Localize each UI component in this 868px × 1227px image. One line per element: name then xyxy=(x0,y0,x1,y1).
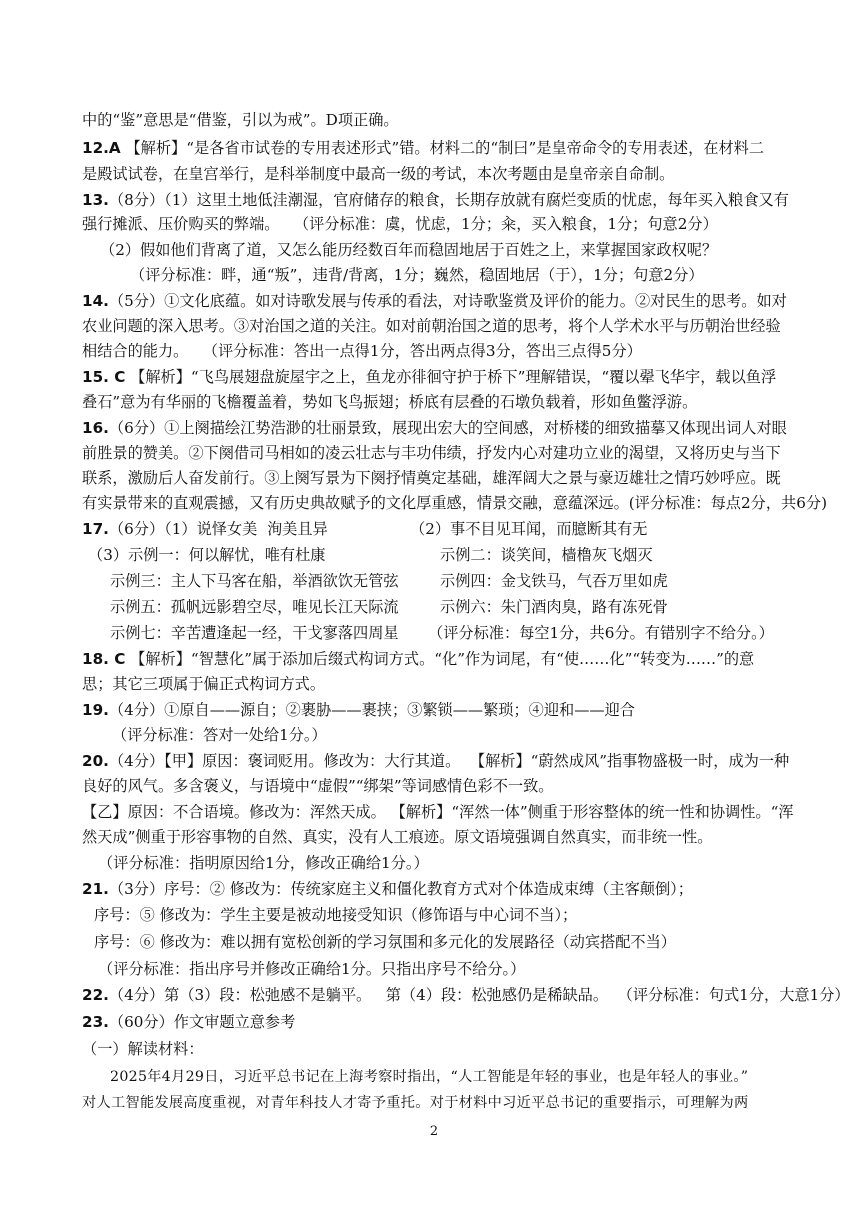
text-line xyxy=(82,418,787,438)
text-line xyxy=(82,291,787,311)
text-segment: 示例三：主人下马客在船，举酒欲饮无管弦 xyxy=(110,572,399,590)
text-segment: 联系，激励后人奋发前行。③上阕写景为下阕抒情奠定基础，雄浑阔大之景与豪迈雄壮之情巧妙呼应。既 xyxy=(82,469,781,487)
text-line xyxy=(88,545,325,565)
text-line xyxy=(82,493,827,513)
text-line xyxy=(98,959,525,979)
question-number: 16. xyxy=(82,419,109,437)
text-segment: 2025年4月29日，习近平总书记在上海考察时指出，“人工智能是年轻的事业，也是年轻人的事业。” xyxy=(110,1069,749,1085)
text-line xyxy=(110,623,399,643)
question-number: 22. xyxy=(82,986,109,1004)
text-segment: （6分）①上阕描绘江势浩渺的壮丽景致，展现出宏大的空间感，对桥楼的细致描摹又体现出词人对眼 xyxy=(108,419,787,437)
question-number: 19. xyxy=(82,701,109,719)
text-line xyxy=(440,545,653,565)
text-line xyxy=(82,674,325,694)
question-number: 14. xyxy=(82,292,109,310)
text-segment: （评分标准：每空1分，共6分。有错别字不给分。） xyxy=(428,624,774,642)
question-number: 23. xyxy=(82,1013,109,1031)
text-segment: （2）事不目见耳闻，而臆断其有无 xyxy=(410,520,648,538)
text-segment: 序号：⑥ 修改为：难以拥有宽松创新的学习氛围和多元化的发展路径（动宾搭配不当） xyxy=(94,933,676,951)
text-segment: 叠石”意为有华丽的飞檐覆盖着，势如飞鸟振翅；桥底有层叠的石墩负载着，形如鱼鳖浮游。 xyxy=(82,393,698,411)
question-number: 13. xyxy=(82,191,109,209)
text-segment: （5分）①文化底蕴。如对诗歌发展与传承的看法，对诗歌鉴赏及评价的能力。②对民生的思考。如对 xyxy=(108,292,787,310)
text-line xyxy=(82,392,697,412)
text-line xyxy=(82,214,718,234)
text-line xyxy=(100,240,717,260)
text-line xyxy=(82,468,781,488)
text-segment: （3）示例一：何以解忧，唯有杜康 xyxy=(88,546,326,564)
text-line xyxy=(82,827,712,847)
text-line xyxy=(82,443,781,463)
text-line xyxy=(94,932,676,952)
text-line xyxy=(82,700,635,720)
text-segment: 示例七：辛苦遭逢起一经，干戈寥落四周星 xyxy=(110,624,399,642)
text-line xyxy=(410,519,647,539)
text-line xyxy=(440,571,668,591)
text-line xyxy=(98,853,429,873)
text-line xyxy=(82,649,754,669)
question-number: 12.A xyxy=(82,139,121,157)
text-line xyxy=(112,725,327,745)
text-segment: 农业问题的深入思考。③对治国之道的关注。如对前朝治国之道的思考，将个人学术水平与历朝治世经验 xyxy=(82,317,781,335)
text-line xyxy=(110,571,399,591)
text-line xyxy=(82,519,328,539)
text-segment: 思；其它三项属于偏正式构词方式。 xyxy=(82,675,325,693)
question-number: 17. xyxy=(82,520,109,538)
text-line xyxy=(82,879,693,899)
text-segment: 序号：⑤ 修改为：学生主要是被动地接受知识（修饰语与中心词不当）； xyxy=(94,906,578,924)
text-segment: 【乙】原因：不合语境。修改为：浑然天成。 【解析】“浑然一体”侧重于形容整体的统一性和协调性。“浑 xyxy=(82,803,794,821)
text-segment: （4分）【甲】原因：褒词贬用。修改为：大行其道。 【解析】“蔚然成风”指事物盛极一时，成为一种 xyxy=(108,752,790,770)
text-segment: 前胜景的赞美。②下阕借司马相如的凌云壮志与丰功伟绩，抒发内心对建功立业的渴望，又将历史与当下 xyxy=(82,444,781,462)
text-line xyxy=(82,164,674,184)
text-line xyxy=(110,1066,748,1087)
text-segment: （一）解读材料： xyxy=(82,1040,204,1058)
text-segment: （评分标准：畔，通“叛”，违背/背离，1分；巍然，稳固地居（于），1分；句意2分） xyxy=(130,266,704,284)
text-line xyxy=(82,190,789,210)
text-segment: 良好的风气。多含褒义，与语境中“虚假”“绑架”等词感情色彩不一致。 xyxy=(82,777,554,795)
text-segment: 【解析】“智慧化”属于添加后缀式构词方式。“化”作为词尾，有“使……化”“转变为……”的意 xyxy=(125,650,755,668)
text-segment: 中的“鉴”意思是“借鉴，引以为戒”。D项正确。 xyxy=(82,111,399,129)
text-line xyxy=(82,802,794,822)
text-segment: （3分）序号：② 修改为：传统家庭主义和僵化教育方式对个体造成束缚（主客颠倒）； xyxy=(108,880,693,898)
text-segment: 对人工智能发展高度重视，对青年科技人才寄予重托。对于材料中习近平总书记的重要指示，可理解为两 xyxy=(82,1095,749,1111)
text-segment: 【解析】“是各省市试卷的专用表述形式”错。材料二的“制曰”是皇帝命令的专用表述，在材料二 xyxy=(120,139,765,157)
text-segment: 强行摊派、压价购买的弊端。 （评分标准：虞，忧虑，1分；籴，买入粮食，1分；句意2分） xyxy=(82,215,718,233)
text-line xyxy=(82,985,850,1005)
text-line xyxy=(110,597,399,617)
text-segment: （60分）作文审题立意参考 xyxy=(108,1013,296,1031)
text-segment: （评分标准：指明原因给1分，修改正确给1分。） xyxy=(98,854,429,872)
text-line xyxy=(440,597,668,617)
text-line xyxy=(428,623,774,643)
text-segment: 相结合的能力。 （评分标准：答出一点得1分，答出两点得3分，答出三点得5分） xyxy=(82,342,642,360)
text-segment: 是殿试试卷，在皇宫举行，是科举制度中最高一级的考试，本次考题由是皇帝亲自命制。 xyxy=(82,165,675,183)
text-segment: （2）假如他们背离了道，又怎么能历经数百年而稳固地居于百姓之上，来掌握国家政权呢？ xyxy=(100,241,718,259)
question-number: 20. xyxy=(82,752,109,770)
text-line xyxy=(130,265,704,285)
text-line xyxy=(82,138,764,158)
text-segment: 然天成”侧重于形容事物的自然、真实，没有人工痕迹。原文语境强调自然真实，而非统一性。 xyxy=(82,828,713,846)
text-segment: （4分）第（3）段：松弛感不是躺平。 第（4）段：松弛感仍是稀缺品。 （评分标准：句式1分，大意1分） xyxy=(108,986,850,1004)
text-line xyxy=(82,341,642,361)
text-line xyxy=(82,751,789,771)
page-number: 2 xyxy=(429,1124,439,1139)
text-segment: （评分标准：指出序号并修改正确给1分。只指出序号不给分。） xyxy=(98,960,526,978)
text-line xyxy=(82,1039,204,1059)
text-line xyxy=(82,1092,748,1113)
text-segment: 示例二：谈笑间，樯橹灰飞烟灭 xyxy=(440,546,653,564)
text-line xyxy=(82,316,781,336)
text-segment: 【解析】“飞鸟展翅盘旋屋宇之上，鱼龙亦徘徊守护于桥下”理解错误，“覆以翚飞华宇，载以鱼浮 xyxy=(125,368,777,386)
text-segment: 有实景带来的直观震撼，又有历史典故赋予的文化厚重感，情景交融，意蕴深远。(评分标准：每点2分，共6分) xyxy=(82,494,827,512)
question-number: 21. xyxy=(82,880,109,898)
text-segment: 示例六：朱门酒肉臭，路有冻死骨 xyxy=(440,598,668,616)
text-segment: （4分）①原自——源自；②裹胁——裹挟；③繁锁——繁琐；④迎和——迎合 xyxy=(108,701,635,719)
text-line xyxy=(82,367,776,387)
text-line xyxy=(94,905,577,925)
text-segment: 示例五：孤帆远影碧空尽，唯见长江天际流 xyxy=(110,598,399,616)
text-segment: （6分）（1）说怿女美 洵美且异 xyxy=(108,520,328,538)
question-number: 18. C xyxy=(82,650,126,668)
question-number: 15. C xyxy=(82,368,126,386)
text-line xyxy=(82,110,399,130)
text-segment: 示例四：金戈铁马，气吞万里如虎 xyxy=(440,572,668,590)
text-line xyxy=(82,1012,295,1032)
text-line xyxy=(82,776,554,796)
text-segment: （评分标准：答对一处给1分。） xyxy=(112,726,327,744)
text-segment: （8分）（1）这里土地低洼潮湿，官府储存的粮食，长期存放就有腐烂变质的忧虑，每年买入粮食又有 xyxy=(108,191,789,209)
